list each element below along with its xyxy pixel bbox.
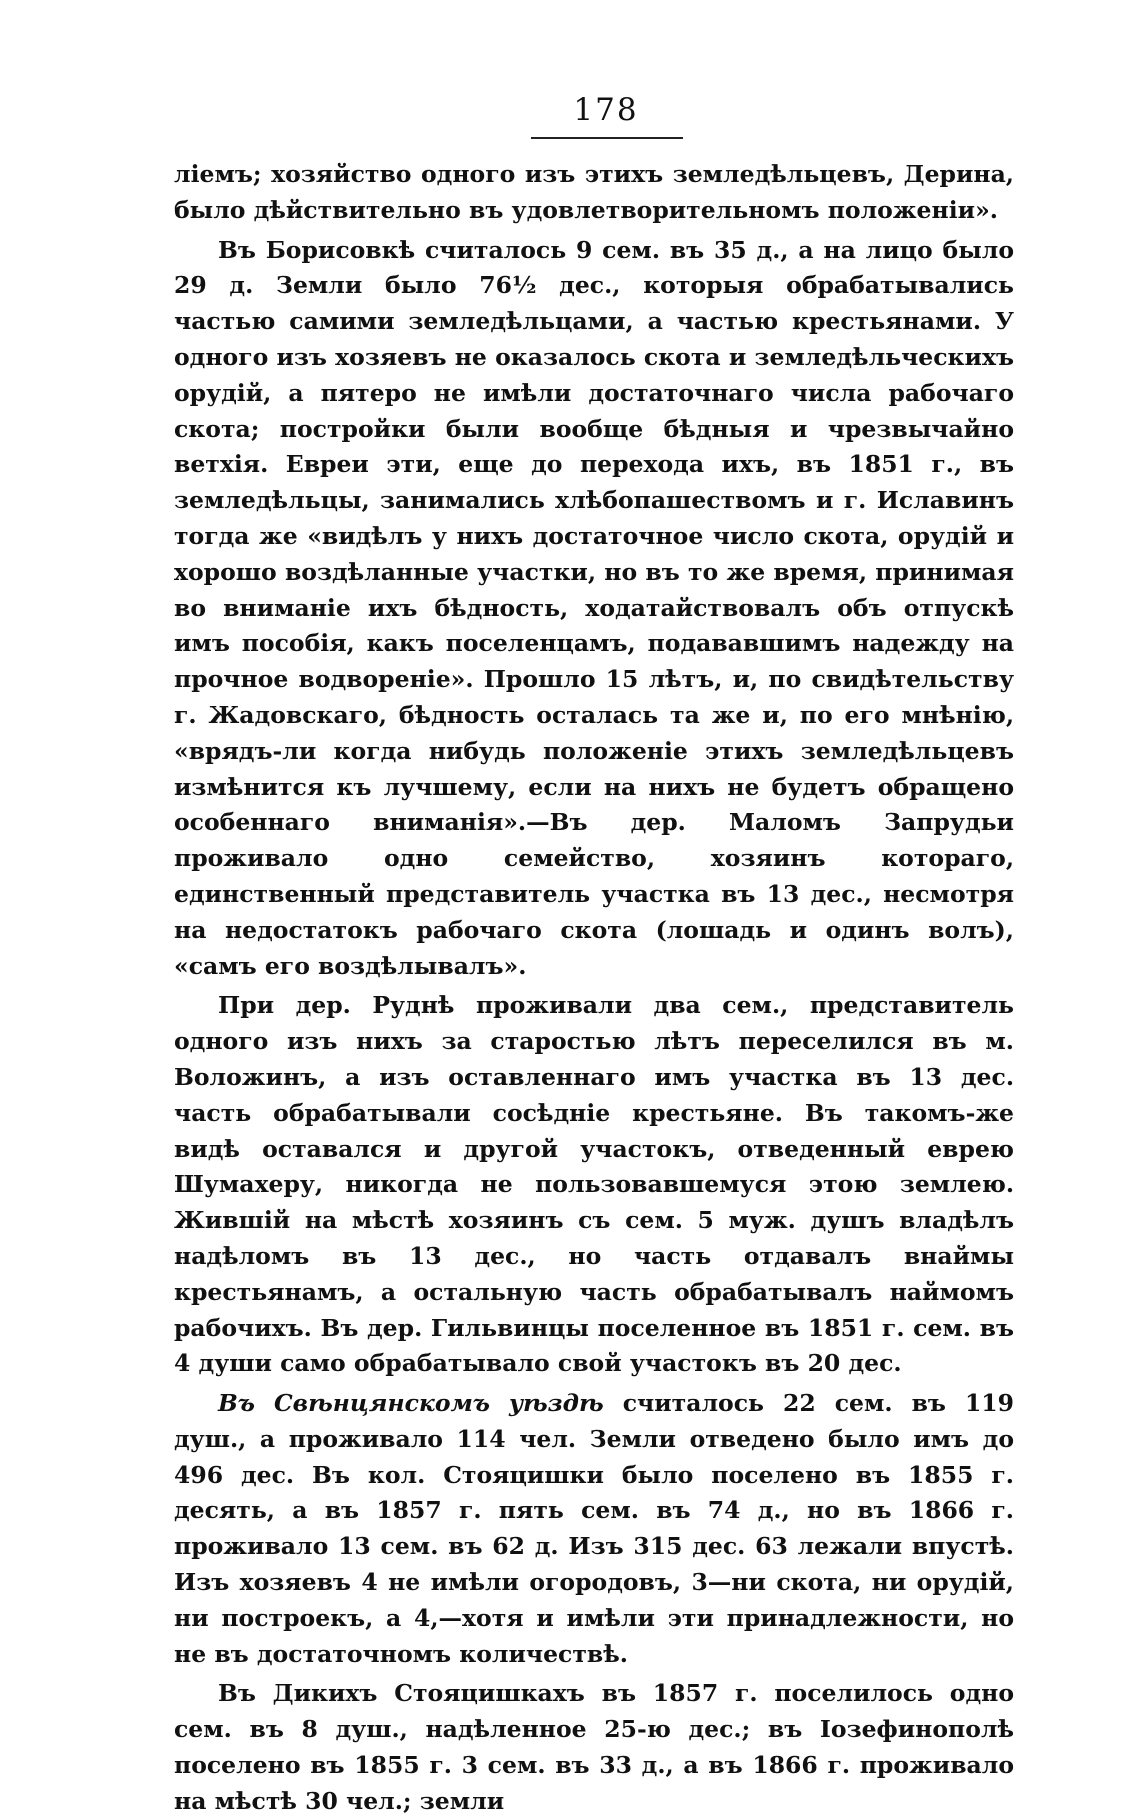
paragraph-rudnya: При дер. Руднѣ проживали два сем., представитель одного изъ нихъ за старостью лѣтъ переселился въ м. Воложинъ, а изъ оставленнаго имъ участка въ 13 дес. часть обрабатывали сосѣдніе крестьяне. Въ такомъ-же видѣ оставался и другой участокъ, отведенный еврею Шумахеру, никогда не пользовавшемуся этою землею. Жившій на мѣстѣ хозяинъ съ сем. 5 муж. душъ владѣлъ надѣломъ въ 13 дес., но часть отдавалъ внаймы крестьянамъ, а остальную часть обрабатывалъ наймомъ рабочихъ. Въ дер. Гильвинцы поселенное въ 1851 г. сем. въ 4 души само обрабатывало свой участокъ въ 20 дес.	[174, 991, 1014, 1378]
paragraph-sventsyany-text: считалось 22 сем. въ 119 душ., а проживало 114 чел. Земли отведено было имъ до 496 дес. Въ кол. Стояцишки было поселено въ 1855 г. десять, а въ 1857 г. пять сем. въ 74 д., но въ 1866 г. проживало 13 сем. въ 62 д. Изъ 315 дес. 63 лежали впустѣ. Изъ хозяевъ 4 не имѣли огородовъ, 3—ни скота, ни орудій, ни построекъ, а 4,—хотя и имѣли эти принадлежности, но не въ достаточномъ количествѣ.	[174, 1389, 1015, 1668]
district-heading-italic: Въ Свѣнцянскомъ уѣздѣ	[218, 1389, 604, 1418]
paragraph-sventsyany	[174, 1386, 1014, 1672]
header-rule	[531, 137, 683, 139]
text-body	[174, 157, 1014, 1820]
paragraph-borisovka: Въ Борисовкѣ считалось 9 сем. въ 35 д., а на лицо было 29 д. Земли было 76½ дес., которыя обрабатывались частью самими земледѣльцами, а частью крестьянами. У одного изъ хозяевъ не оказалось скота и земледѣльческихъ орудій, а пятеро не имѣли достаточнаго числа рабочаго скота; постройки были вообще бѣдныя и чрезвычайно ветхія. Евреи эти, еще до перехода ихъ, въ 1851 г., въ земледѣльцы, занимались хлѣбопашествомъ и г. Иславинъ тогда же «видѣлъ у нихъ достаточное число скота, орудій и хорошо воздѣланные участки, но въ то же время, принимая во вниманіе ихъ бѣдность, ходатайствовалъ объ отпускѣ имъ пособія, какъ поселенцамъ, подававшимъ надежду на прочное водвореніе». Прошло 15 лѣтъ, и, по свидѣтельству г. Жадовскаго, бѣдность осталась та же и, по его мнѣнію, «врядъ-ли когда нибудь положеніе этихъ земледѣльцевъ измѣнится къ лучшему, если на нихъ не будетъ обращено особеннаго вниманія».—Въ дер. Маломъ Запрудьи проживало одно семейство, хозяинъ котораго, единственный представитель участка въ 13 дес., несмотря на недостатокъ рабочаго скота (лошадь и одинъ волъ), «самъ его воздѣлывалъ».	[174, 235, 1014, 980]
page-number: 178	[573, 92, 639, 128]
paragraph-dikie-stoyatsishki: Въ Дикихъ Стояцишкахъ въ 1857 г. поселилось одно сем. въ 8 душ., надѣленное 25-ю дес.; въ Іозефинополѣ поселено въ 1855 г. 3 сем. въ 33 д., а въ 1866 г. проживало на мѣстѣ 30 чел.; земли	[174, 1679, 1014, 1815]
paragraph-continuation: ліемъ; хозяйство одного изъ этихъ земледѣльцевъ, Дерина, было дѣйствительно въ удовлетворительномъ положеніи».	[174, 160, 1014, 224]
